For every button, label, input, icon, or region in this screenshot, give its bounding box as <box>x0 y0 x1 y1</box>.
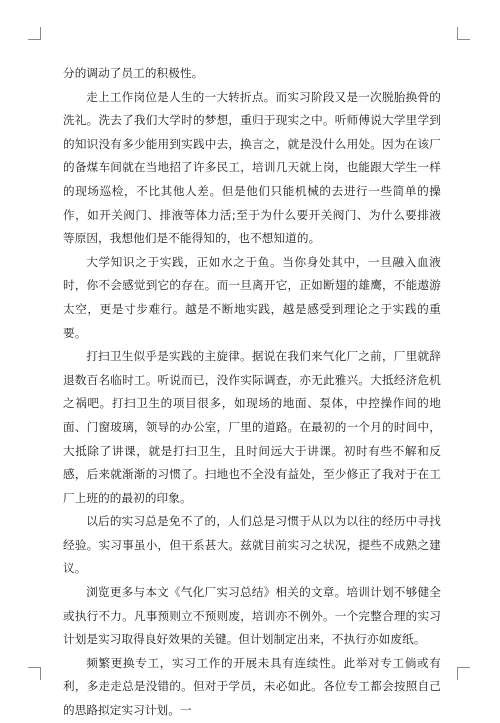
crop-mark-top-right <box>457 27 470 40</box>
document-body <box>63 62 441 723</box>
paragraph-engineer-rotation: 频繁更换专工，实习工作的开展未具有连续性。此举对专工倘或有利，多走走总是没错的。但对于学员，未必如此。各位专工都会按照自己的思路拟定实习计划。一 <box>63 655 441 718</box>
paragraph-training-plan: 浏览更多与本文《气化厂实习总结》相关的文章。培训计划不够健全或执行不力。凡事预则立不预则废，培训亦不例外。一个完整合理的实习计划是实习取得良好效果的关键。但计划制定出来，不执行亦如废纸。 <box>63 585 441 647</box>
crop-mark-top-left <box>28 27 41 40</box>
paragraph-suggestions: 以后的实习总是免不了的，人们总是习惯于从以为以往的经历中寻找经验。实习事虽小，但干系甚大。兹就目前实习之状况，提些不成熟之建议。 <box>63 514 441 576</box>
crop-mark-bottom-left <box>28 667 41 680</box>
paragraph-cleaning: 打扫卫生似乎是实践的主旋律。据说在我们来气化厂之前，厂里就辞退数百名临时工。听说而已，没作实际调查，亦无此雅兴。大抵经济危机之祸吧。打扫卫生的项目很多，如现场的地面、泵体，中控操作间的地面、门窗玻璃，领导的办公室，厂里的道路。在最初的一个月的时间中，大抵除了讲课，就是打扫卫生，且时间远大于讲课。初时有些不解和反感，后来就渐渐的习惯了。扫地也不全没有益处，至少修正了我对于在工厂上班的的最初的印象。 <box>63 349 441 505</box>
paragraph-knowledge-practice: 大学知识之于实践，正如水之于鱼。当你身处其中，一旦融入血液时，你不会感觉到它的存在。而一旦离开它，正如断翅的雄鹰，不能遨游太空，更是寸步难行。越是不断地实践，越是感受到理论之于实践的重要。 <box>63 254 441 340</box>
crop-mark-bottom-right <box>457 667 470 680</box>
paragraph-turning-point: 走上工作岗位是人生的一大转折点。而实习阶段又是一次脱胎换骨的洗礼。洗去了我们大学时的梦想，重归于现实之中。听师傅说大学里学到的知识没有多少能用到实践中去，换言之，就是没什么用处。因为在该厂的备煤车间就在当地招了许多民工，培训几天就上岗，也能跟大学生一样的现场巡检，不比其他人差。但是他们只能机械的去进行一些简单的操作，如开关阀门、排液等体力活;至于为什么要开关阀门、为什么要排液等原因，我想他们是不能得知的，也不想知道的。 <box>63 89 441 246</box>
paragraph-continuation: 分的调动了员工的积极性。 <box>63 66 204 80</box>
